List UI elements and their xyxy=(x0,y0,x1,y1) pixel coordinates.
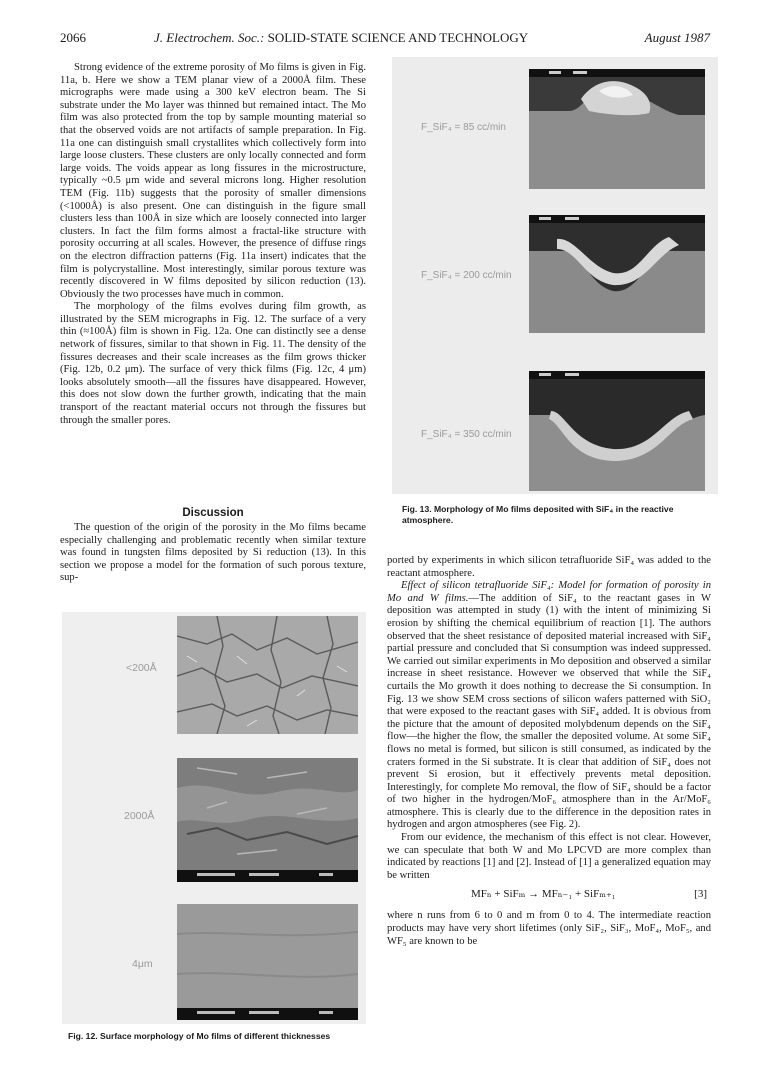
issue-date: August 1987 xyxy=(644,30,710,45)
flow-label-200: F_SiF₄ = 200 cc/min xyxy=(421,270,512,281)
page-header xyxy=(60,30,710,50)
paragraph-morphology: The morphology of the films evolves during film growth, as illustrated by the SEM micrographs in Fig. 12. The surface of a very thin (≈100Å) film is shown in Fig. 12a. One can distinctly see a dense network of fissures, similar to that shown in Fig. 11. The density of the fissures decreases and their scale increases as the film grows thicker (Fig. 12b, 0.2 μm). The surface of very thick films (Fig. 12c, 4 μm) looks absolutely smooth—all the fissures have disappeared. However, this does not slow down the further growth, indicating that the main transport of the reactant material occurs not through the fissures but through the smaller pores. xyxy=(60,301,366,426)
thickness-label-4um: 4μm xyxy=(132,958,153,970)
sem-surface-4um xyxy=(177,904,358,1020)
flow-label-85: F_SiF₄ = 85 cc/min xyxy=(421,122,506,133)
paragraph-intermediates: where n runs from 6 to 0 and m from 0 to 4. The intermediate reaction products may have very short lifetimes (only SiF₂, SiF₃, MoF₄, MoF₅, and WF₅ are known to be xyxy=(387,910,711,947)
thickness-label-200a: <200Å xyxy=(126,662,157,674)
paragraph-sif4-title: Effect of silicon tetrafluoride SiF₄: Model for formation of porosity in Mo and W films. xyxy=(387,580,711,604)
figure-12-caption: Fig. 12. Surface morphology of Mo films of different thicknesses xyxy=(68,1031,331,1041)
journal-title xyxy=(154,30,528,46)
figure-12 xyxy=(62,612,366,1024)
left-column-text xyxy=(60,62,366,427)
paragraph-sif4-body: —The addition of SiF₄ to the reactant gases in W deposition was attempted in study (1) with the intent of minimizing Si erosion by shifting the chemical equilibrium of reaction [1]. The authors observed that the sheet resistance of deposited material increased with SiF₄ partial pressure and concluded that Si consumption was indeed suppressed. We carried out similar experiments in Mo deposition and observed a similar increase in sheet resistance. However we observed that while the SiF₄ curtails the Mo growth it does nothing to decrease the Si consumption. In Fig. 13 we show SEM cross sections of silicon wafers patterned with SiO₂ that were exposed to the reactant gases with SiF₄ added. It is obvious from the picture that the amount of deposited molybdenum depends on the SiF₄ flow—the higher the flow, the smaller the deposited volume. At some SiF₄ flows no metal is formed, but silicon is still consumed, as indicated by the craters formed in the Si substrate. It is clear that addition of SiF₄ does not prevent Si erosion, but it effectively prevents metal deposition. Interestingly, for complete Mo removal, the flow of SiF₄ should be a factor of two higher in the hydrogen/MoF₆ atmosphere than in the Ar/MoF₆ atmosphere. This is clearly due to the difference in the deposition rates in hydrogen and argon atmospheres (see Fig. 2). xyxy=(387,592,711,831)
right-column-text xyxy=(387,555,711,948)
sem-surface-200a xyxy=(177,616,358,734)
thickness-label-2000a: 2000Å xyxy=(124,810,155,822)
paragraph-porosity: Strong evidence of the extreme porosity of Mo films is given in Fig. 11a, b. Here we show a TEM planar view of a 2000Å film. These micrographs were made using a 300 keV electron beam. The Si substrate under the Mo layer was thinned but remained intact. The Mo film was also protected from the top by sample mounting material so that the observed voids are not artifacts of sample preparation. In Fig. 11a one can distinguish small crystallites which collectively form into large loose clusters. These clusters are only locally connected and form large voids. The voids appear as long fissures in the microstructure, typically ~0.5 μm wide and several microns long. Higher resolution TEM (Fig. 11b) suggests that the porosity of smaller dimensions (<1000Å) is also present. One can distinguish in the figure small clusters less than 100Å in size which are loosely connected into larger clusters. In fact the film forms almost a fractal-like structure with porosity occurring at all scales. However, the presence of diffuse rings on the electron diffraction patterns (Fig. 11a insert) indicates that the film is polycrystalline. Most interestingly, similar porous texture was recently discovered in W films deposited by silicon reduction (13). Obviously the two processes have much in common. xyxy=(60,62,366,300)
paragraph-sif4-effect xyxy=(387,580,711,832)
discussion-text xyxy=(60,522,366,585)
page-number: 2066 xyxy=(60,30,86,45)
paragraph-continuation: ported by experiments in which silicon tetrafluoride SiF₄ was added to the reactant atmosphere. xyxy=(387,555,711,579)
figure-13 xyxy=(392,57,718,494)
sem-micrograph-200 xyxy=(529,215,705,333)
paragraph-mechanism: From our evidence, the mechanism of this effect is not clear. However, we can speculate that both W and Mo LPCVD are more complex than indicated by reactions [1] and [2]. Instead of [1] a generalized equation may be written xyxy=(387,832,711,881)
figure-13-caption: Fig. 13. Morphology of Mo films deposited with SiF₄ in the reactive atmosphere. xyxy=(402,504,674,525)
section-heading-discussion: Discussion xyxy=(182,507,244,519)
sem-surface-2000a xyxy=(177,758,358,882)
equation-3 xyxy=(387,888,711,906)
sem-micrograph-85 xyxy=(529,69,705,189)
equation-number: [3] xyxy=(694,888,707,901)
equation-formula: MFₙ + SiFₘ → MFₙ₋₁ + SiFₘ₊₁ xyxy=(471,888,616,901)
paragraph-discussion: The question of the origin of the porosity in the Mo films became especially challenging and problematic recently when similar texture was found in tungsten films deposited by Si reduction (13). In this section we propose a model for the formation of such porous texture, sup- xyxy=(60,522,366,584)
journal-section: SOLID-STATE SCIENCE AND TECHNOLOGY xyxy=(267,30,529,45)
sem-micrograph-350 xyxy=(529,371,705,491)
journal-name: J. Electrochem. Soc.: xyxy=(154,30,265,45)
flow-label-350: F_SiF₄ = 350 cc/min xyxy=(421,429,512,440)
